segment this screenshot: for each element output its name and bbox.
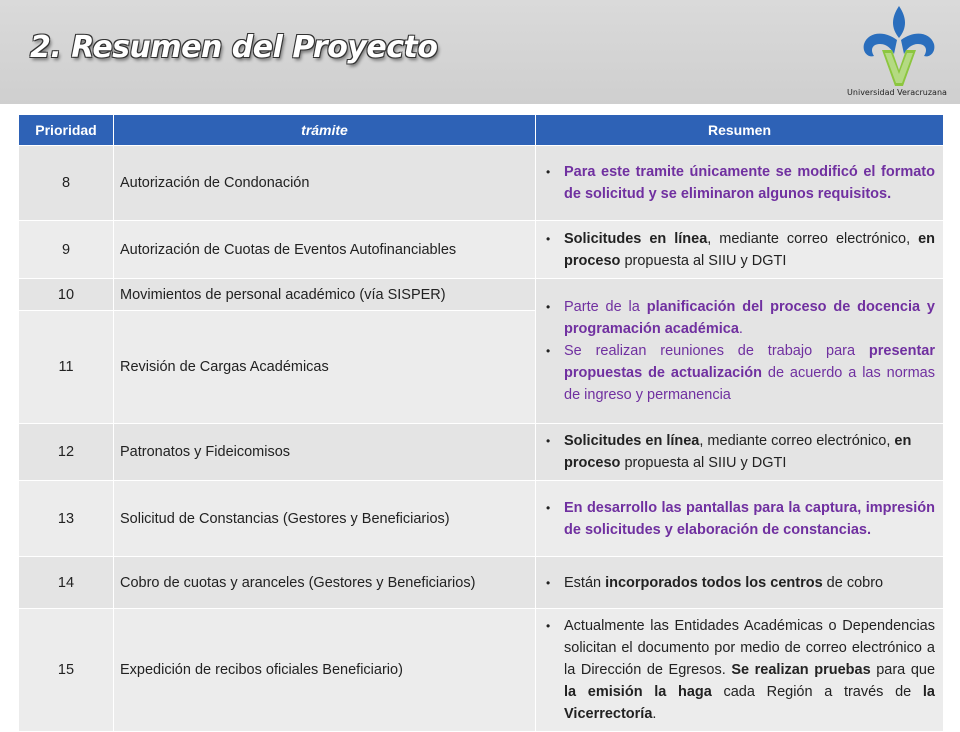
- summary-text-bold: en proceso: [564, 230, 936, 269]
- table-row: [19, 609, 944, 732]
- summary-text: propuesta al SIIU y DGTI: [620, 252, 787, 269]
- summary-text: propuesta al SIIU y DGTI: [620, 455, 787, 471]
- header-prioridad: Prioridad: [19, 115, 114, 146]
- summary-text: de acuerdo a las normas de ingreso y permanencia: [564, 365, 935, 403]
- prioridad-cell: 13: [19, 481, 114, 557]
- university-name: Universidad Veracruzana: [847, 88, 947, 97]
- summary-text: Parte de la: [564, 299, 647, 315]
- summary-text-bold: la emisión la haga: [564, 684, 712, 700]
- resumen-cell: [536, 609, 944, 732]
- summary-text: Están: [564, 574, 606, 591]
- tramite-cell: Patronatos y Fideicomisos: [114, 424, 536, 481]
- summary-text-bold: en proceso: [564, 433, 912, 471]
- summary-text: Para este tramite únicamente se modificó el formato de solicitud y se eliminaron algunos requisitos.: [564, 164, 935, 202]
- resumen-cell: [536, 279, 944, 424]
- summary-text: .: [738, 321, 743, 337]
- summary-text-bold: Solicitudes en línea: [564, 230, 708, 247]
- uv-logo-icon: [858, 4, 940, 88]
- bullet-item: [546, 296, 935, 340]
- summary-text: para que: [870, 662, 936, 678]
- header-resumen: Resumen: [536, 115, 944, 146]
- resumen-cell: [536, 557, 944, 609]
- summary-text: Se realizan reuniones de trabajo para: [564, 343, 869, 359]
- summary-text-bold: incorporados todos los centros: [605, 574, 823, 591]
- resumen-cell: [536, 481, 944, 557]
- bullet-item: [546, 497, 935, 541]
- table-row: [19, 279, 944, 311]
- tramite-cell: Solicitud de Constancias (Gestores y Beneficiarios): [114, 481, 536, 557]
- summary-text: , mediante correo electrónico,: [707, 230, 919, 247]
- slide-header: [0, 0, 960, 104]
- prioridad-cell: 9: [19, 221, 114, 279]
- table-header-row: [19, 115, 944, 146]
- resumen-cell: [536, 221, 944, 279]
- summary-text: Actualmente las Entidades Académicas o Dependencias solicitan el documento por medio de correo electrónico a la Dirección de Egresos.: [564, 618, 935, 678]
- prioridad-cell: 11: [19, 311, 114, 424]
- tramite-cell: Movimientos de personal académico (vía SISPER): [114, 279, 536, 311]
- bullet-item: [546, 340, 935, 406]
- table-row: [19, 146, 944, 221]
- prioridad-cell: 12: [19, 424, 114, 481]
- table-row: [19, 481, 944, 557]
- resumen-cell: [536, 424, 944, 481]
- summary-text: cada Región a través de: [711, 684, 923, 700]
- slide-title: 2. Resumen del Proyecto: [30, 30, 438, 65]
- bullet-item: [546, 161, 935, 205]
- bullet-item: [546, 228, 935, 272]
- prioridad-cell: 14: [19, 557, 114, 609]
- bullet-item: [546, 430, 935, 474]
- table-row: [19, 557, 944, 609]
- tramite-cell: Expedición de recibos oficiales Beneficiario): [114, 609, 536, 732]
- prioridad-cell: 10: [19, 279, 114, 311]
- summary-text-bold: Se realizan pruebas: [731, 662, 871, 678]
- summary-table: [18, 114, 944, 732]
- tramite-cell: Cobro de cuotas y aranceles (Gestores y Beneficiarios): [114, 557, 536, 609]
- summary-text-bold: presentar propuestas de actualización: [564, 343, 935, 381]
- tramite-cell: Autorización de Cuotas de Eventos Autofinanciables: [114, 221, 536, 279]
- tramite-cell: Autorización de Condonación: [114, 146, 536, 221]
- summary-text: de cobro: [822, 574, 884, 591]
- summary-text-bold: planificación del proceso de docencia y programación académica: [564, 299, 935, 337]
- summary-text-bold: la Vicerrectoría: [564, 684, 935, 722]
- prioridad-cell: 15: [19, 609, 114, 732]
- resumen-cell: [536, 146, 944, 221]
- summary-text: .: [652, 706, 657, 722]
- summary-text: , mediante correo electrónico,: [699, 433, 895, 449]
- prioridad-cell: 8: [19, 146, 114, 221]
- table-row: [19, 221, 944, 279]
- table-row: [19, 424, 944, 481]
- tramite-cell: Revisión de Cargas Académicas: [114, 311, 536, 424]
- header-tramite: trámite: [114, 115, 536, 146]
- summary-text-bold: Solicitudes en línea: [564, 433, 700, 449]
- bullet-item: [546, 615, 935, 725]
- summary-text: En desarrollo las pantallas para la captura, impresión de solicitudes y elaboración de constancias.: [564, 499, 935, 538]
- bullet-item: [546, 572, 935, 594]
